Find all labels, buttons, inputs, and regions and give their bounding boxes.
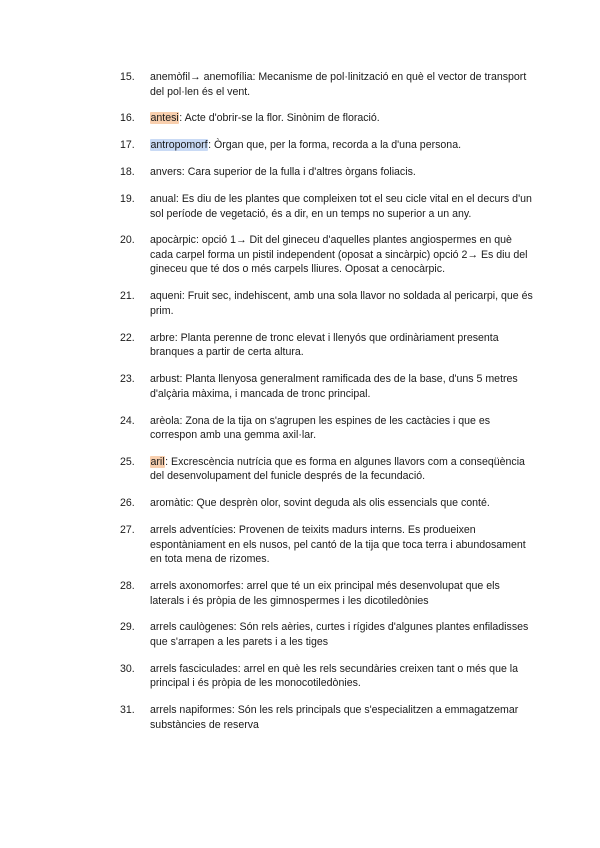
glossary-entry bbox=[0, 289, 600, 318]
entry-separator: : bbox=[175, 193, 179, 206]
entry-separator: : bbox=[237, 662, 241, 675]
entry-term: arèola bbox=[150, 414, 180, 427]
entry-term: arrels axonomorfes bbox=[150, 580, 241, 593]
entry-definition: Òrgan que, per la forma, recorda a la d'una persona. bbox=[211, 139, 462, 152]
glossary-entry bbox=[0, 523, 600, 567]
glossary-entry bbox=[0, 331, 600, 360]
entry-definition: Zona de la tija on s'agrupen les espines de les cactàcies i que es correspon amb una gemma axil·lar. bbox=[150, 414, 491, 442]
entry-text bbox=[150, 70, 535, 99]
glossary-entry bbox=[0, 192, 600, 221]
entry-number: 21. bbox=[120, 290, 135, 303]
entry-text bbox=[150, 331, 535, 360]
entry-text bbox=[150, 138, 535, 153]
entry-term-highlighted: aril bbox=[150, 455, 165, 468]
entry-text bbox=[150, 662, 535, 691]
entry-definition: Fruit sec, indehiscent, amb una sola llavor no soldada al pericarpi, que és prim. bbox=[150, 290, 533, 317]
glossary-entry bbox=[0, 70, 600, 99]
entry-separator: : bbox=[208, 139, 212, 152]
entry-definition: Excrescència nutrícia que es forma en algunes llavors com a conseqüència del desenvolupament del funicle després de la fecundació. bbox=[150, 455, 525, 483]
entry-separator: : bbox=[233, 621, 237, 634]
entry-number: 16. bbox=[120, 112, 135, 125]
entry-number: 24. bbox=[120, 414, 135, 427]
entry-separator: : bbox=[181, 166, 185, 179]
entry-separator: : bbox=[240, 580, 244, 593]
entry-definition: arrel en què les rels secundàries creixen tant o més que la principal i és pròpia de les monocotiledònies. bbox=[150, 662, 519, 690]
entry-definition: Cara superior de la fulla i d'altres òrgans foliacis. bbox=[184, 166, 416, 179]
entry-term: arrels caulògenes bbox=[150, 621, 234, 634]
entry-text bbox=[150, 165, 535, 180]
glossary-entry bbox=[0, 138, 600, 153]
entry-number: 18. bbox=[120, 166, 135, 179]
entry-definition: → anemofília: Mecanisme de pol·linització en què el vector de transport del pol·len és el vent. bbox=[150, 71, 527, 98]
glossary-entry bbox=[0, 372, 600, 401]
entry-separator: : bbox=[174, 331, 178, 344]
entry-number: 27. bbox=[120, 524, 135, 537]
entry-number: 22. bbox=[120, 331, 135, 344]
entry-number: 28. bbox=[120, 580, 135, 593]
entry-text bbox=[150, 579, 535, 608]
entry-number: 31. bbox=[120, 704, 135, 717]
glossary-entry bbox=[0, 233, 600, 277]
entry-term: apocàrpic bbox=[150, 234, 196, 247]
entry-text bbox=[150, 372, 535, 401]
glossary-list bbox=[0, 70, 600, 745]
entry-definition: arrel que té un eix principal més desenvolupat que els laterals i és pròpia de les gimnospermes i les dicotiledònies bbox=[150, 580, 500, 607]
entry-separator: : bbox=[233, 524, 236, 537]
entry-separator: : bbox=[195, 234, 199, 247]
entry-number: 20. bbox=[120, 234, 135, 247]
entry-separator: : bbox=[179, 112, 183, 125]
entry-number: 25. bbox=[120, 455, 135, 468]
entry-term: arbust bbox=[150, 373, 180, 386]
entry-definition: Planta llenyosa generalment ramificada des de la base, d'uns 5 metres d'alçària màxima, i mancada de tronc principal. bbox=[150, 373, 518, 400]
entry-separator: : bbox=[179, 414, 183, 427]
glossary-entry bbox=[0, 579, 600, 608]
entry-term: arrels napiformes bbox=[150, 704, 232, 717]
entry-text bbox=[150, 289, 535, 318]
entry-text bbox=[150, 496, 535, 511]
entry-definition: Es diu de les plantes que compleixen tot el seu cicle vital en el decurs d'un sol període de vegetació, és a dir, en un temps no superior a un any. bbox=[150, 193, 532, 220]
entry-definition: opció 1→ Dit del gineceu d'aquelles plantes angiospermes en què cada carpel forma un pistil independent (oposat a sincàrpic) opció 2→ Es diu del gineceu que té dos o més carpels lliures. Oposat a cenocàrpic. bbox=[150, 234, 528, 276]
glossary-entry bbox=[0, 703, 600, 732]
entry-definition: Que desprèn olor, sovint deguda als olis essencials que conté. bbox=[193, 497, 490, 510]
entry-definition: Acte d'obrir-se la flor. Sinònim de floració. bbox=[182, 112, 380, 125]
entry-definition: Provenen de teixits madurs interns. Es produeixen espontàniament en els nusos, pel cantó de la tija que toca terra i abundosament en tota mena de rizomes. bbox=[150, 524, 526, 566]
entry-separator: : bbox=[190, 497, 194, 510]
entry-separator: : bbox=[231, 704, 235, 717]
glossary-entry bbox=[0, 662, 600, 691]
entry-separator: : bbox=[165, 455, 169, 468]
entry-term: anual bbox=[150, 193, 176, 206]
entry-term: anemòfil bbox=[150, 71, 191, 83]
entry-term: arrels fasciculades bbox=[150, 662, 238, 675]
glossary-entry bbox=[0, 165, 600, 180]
entry-text bbox=[150, 455, 535, 484]
entry-separator: : bbox=[179, 373, 183, 386]
entry-number: 26. bbox=[120, 497, 135, 510]
entry-text bbox=[150, 703, 535, 732]
glossary-entry bbox=[0, 414, 600, 443]
entry-separator: : bbox=[181, 290, 185, 303]
entry-term: aromàtic bbox=[150, 497, 191, 510]
entry-text bbox=[150, 233, 535, 277]
entry-number: 19. bbox=[120, 193, 135, 206]
glossary-entry bbox=[0, 496, 600, 511]
entry-text bbox=[150, 414, 535, 443]
glossary-entry bbox=[0, 111, 600, 126]
entry-text bbox=[150, 111, 535, 126]
entry-term: arrels adventícies bbox=[150, 524, 234, 537]
entry-number: 23. bbox=[120, 373, 135, 386]
glossary-entry bbox=[0, 455, 600, 484]
glossary-entry bbox=[0, 620, 600, 649]
entry-definition: Planta perenne de tronc elevat i llenyós que ordinàriament presenta branques a partir de certa altura. bbox=[150, 331, 499, 359]
entry-term: aqueni bbox=[150, 290, 182, 303]
entry-text bbox=[150, 523, 535, 567]
entry-text bbox=[150, 620, 535, 649]
entry-term-highlighted: antropomorf bbox=[150, 139, 208, 152]
entry-definition: Són les rels principals que s'especialitzen a emmagatzemar substàncies de reserva bbox=[150, 704, 519, 731]
entry-term: anvers bbox=[150, 166, 182, 179]
entry-term-highlighted: antesi bbox=[150, 112, 179, 125]
entry-number: 17. bbox=[120, 139, 135, 152]
entry-definition: Són rels aèries, curtes i rígides d'algunes plantes enfiladisses que s'arrapen a les parets i a les tiges bbox=[150, 621, 529, 648]
entry-number: 29. bbox=[120, 621, 135, 634]
entry-number: 15. bbox=[120, 71, 135, 83]
entry-text bbox=[150, 192, 535, 221]
entry-term: arbre bbox=[150, 331, 175, 344]
entry-number: 30. bbox=[120, 662, 135, 675]
